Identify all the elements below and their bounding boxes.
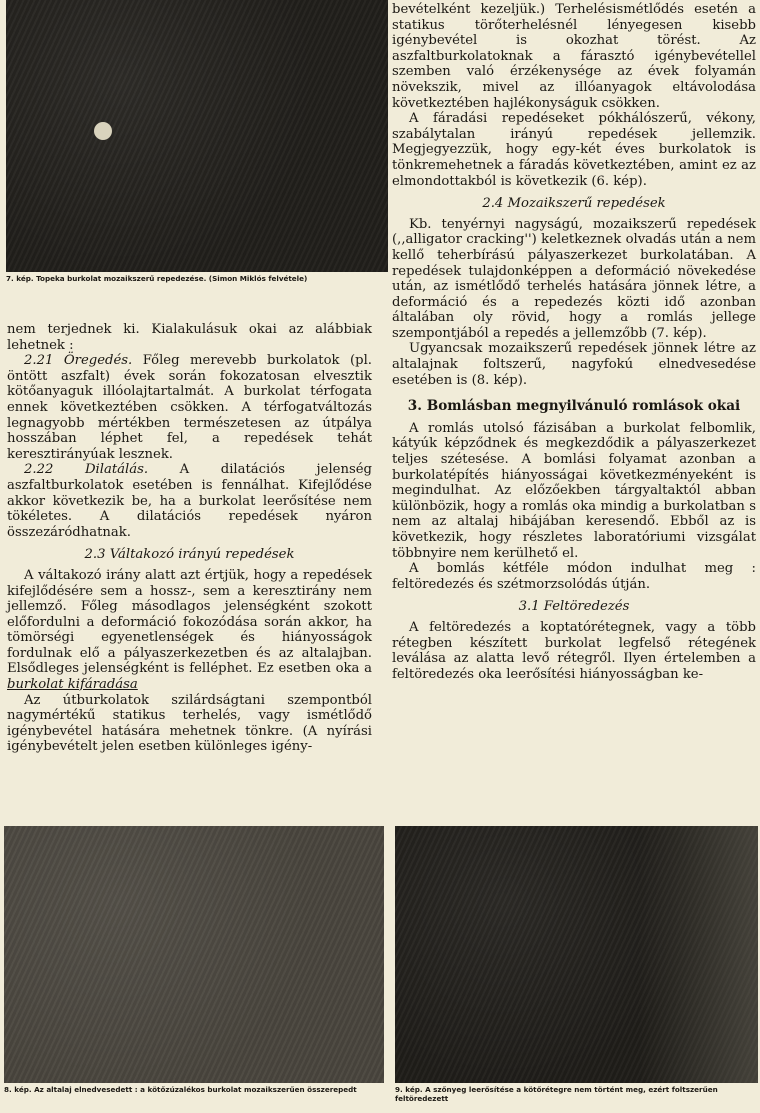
figure-9-light-edge bbox=[638, 826, 758, 1083]
right-paragraph-4: Ugyancsak mozaikszerű repedések jönnek létre az altalajnak foltszerű, nagyfokú elnedvesedése esetében is (8. kép). bbox=[392, 341, 756, 388]
figure-8-caption: 8. kép. Az altalaj elnedvesedett : a kötőzúzalékos burkolat mozaikszerűen összerepedt bbox=[4, 1085, 357, 1094]
figure-7-light-spot bbox=[94, 122, 112, 140]
section-2-22 bbox=[7, 462, 372, 540]
section-2-21-number: 2.21 bbox=[24, 353, 54, 369]
right-paragraph-6: A bomlás kétféle módon indulhat meg : feltöredezés és szétmorzsolódás útján. bbox=[392, 561, 756, 592]
left-paragraph-1: nem terjednek ki. Kialakulásuk okai az alábbiak lehetnek : bbox=[7, 322, 372, 353]
right-paragraph-5: A romlás utolsó fázisában a burkolat felbomlik, kátyúk képződnek és megkezdődik a pályaszerkezet teljes szétesése. A bomlási folyamat azonban a burkolatépítés hiányosságai következményeként is megindulhat. Az előzőekben tárgyaltaktól abban különbözik, hogy a romlás oka mindig a burkolatban s nem az altalaj hibájában keresendő. Ebből az is következik, hogy részletes laboratóriumi vizsgálat többnyire nem kerülhető el. bbox=[392, 420, 756, 561]
right-paragraph-2: A fáradási repedéseket pókhálószerű, vékony, szabálytalan irányú repedések jellemzik. Megjegyezzük, hogy egy-két éves burkolatok is tönkremehetnek a fáradás következtében, amint ez az elmondottakból is következik (6. kép). bbox=[392, 111, 756, 189]
heading-2-3: 2.3 Váltakozó irányú repedések bbox=[84, 547, 295, 563]
figure-7-photo bbox=[6, 0, 388, 272]
heading-3-1: 3.1 Feltöredezés bbox=[518, 599, 630, 615]
section-2-22-text: A dilatációs jelenség aszfaltburkolatok esetében is fennálhat. Kifejlődése akkor következik be, ha a burkolat leerősítése nem tökéletes. A dilatációs repedések nyáron összezáródhatnak. bbox=[7, 462, 372, 540]
left-column bbox=[7, 322, 372, 755]
section-2-22-title: Dilatálás. bbox=[84, 462, 149, 478]
left-paragraph-4-text: A váltakozó irány alatt azt értjük, hogy a repedések kifejlődésére sem a hossz-, sem a keresztirány nem jellemző. Főleg másodlagos jelenségként szokott előfordulni a deformáció fokozódása során akkor, ha tömörségi egyenetlenségek és hiányosságok fordulnak elő a pályaszerkezetben és az altalajban. Elsődleges jelenségként is felléphet. Ez esetben oka a bbox=[7, 567, 372, 677]
left-paragraph-5: Az útburkolatok szilárdságtani szempontból nagymértékű statikus terhelés, vagy ismétlődő igénybevétel hatására mehetnek tönkre. (A nyírási igénybevételt jelen esetben különleges igény- bbox=[7, 692, 372, 755]
right-column bbox=[392, 2, 756, 682]
section-2-22-number: 2.22 bbox=[24, 462, 54, 478]
figure-9-caption: 9. kép. A szőnyeg leerősítése a kötőrétegre nem történt meg, ezért foltszerűen feltöredezett bbox=[395, 1085, 718, 1103]
figure-7-caption: 7. kép. Topeka burkolat mozaikszerű repedezése. (Simon Miklós felvétele) bbox=[6, 274, 308, 283]
right-paragraph-1: bevételként kezeljük.) Terhelésismétlődés esetén a statikus törőterhelésnél lényegesen kisebb igénybevétel is okozhat törést. Az aszfaltburkolatoknak a fárasztó igénybevétellel szemben való érzékenysége az évek folyamán növekszik, mivel az illóanyagok eltávolodása következtében hajlékonyságuk csökken. bbox=[392, 2, 756, 111]
left-paragraph-4-emphasis: burkolat kifáradása bbox=[7, 677, 138, 693]
section-2-21-text: Főleg merevebb burkolatok (pl. öntött aszfalt) évek során fokozatosan elvesztik kötőanyaguk illóolajtartalmát. A burkolat térfogata ennek következtében csökken. A térfogatváltozás legnagyobb mértékben természetesen az útpálya hosszában léphet fel, a repedések tehát keresztirányúak lesznek. bbox=[7, 353, 372, 462]
figure-9-photo bbox=[395, 826, 758, 1083]
left-paragraph-4 bbox=[7, 568, 372, 693]
heading-2-4: 2.4 Mozaikszerű repedések bbox=[482, 196, 666, 212]
right-paragraph-3: Kb. tenyérnyi nagyságú, mozaikszerű repedések (,,alligator cracking'') keletkeznek olvadás után a nem kellő teherbírású pályaszerkezet burkolatában. A repedések tulajdonképpen a deformáció növekedése után, az ismétlődő terhelés hatására jönnek létre, a deformáció és a repedezés közti idő azonban általában oly rövid, hogy a romlás jellege szempontjából a repedés a jellemzőbb (7. kép). bbox=[392, 216, 756, 341]
heading-3: 3. Bomlásban megnyilvánuló romlások okai bbox=[407, 398, 741, 415]
section-2-21 bbox=[7, 353, 372, 462]
section-2-21-title: Öregedés. bbox=[63, 353, 133, 369]
right-paragraph-7: A feltöredezés a koptatórétegnek, vagy a több rétegben készített burkolat legfelső rétegének leválása az alatta levő rétegről. Ilyen értelemben a feltöredezés oka leerősítési hiányosságban ke- bbox=[392, 619, 756, 682]
figure-8-photo bbox=[4, 826, 384, 1083]
